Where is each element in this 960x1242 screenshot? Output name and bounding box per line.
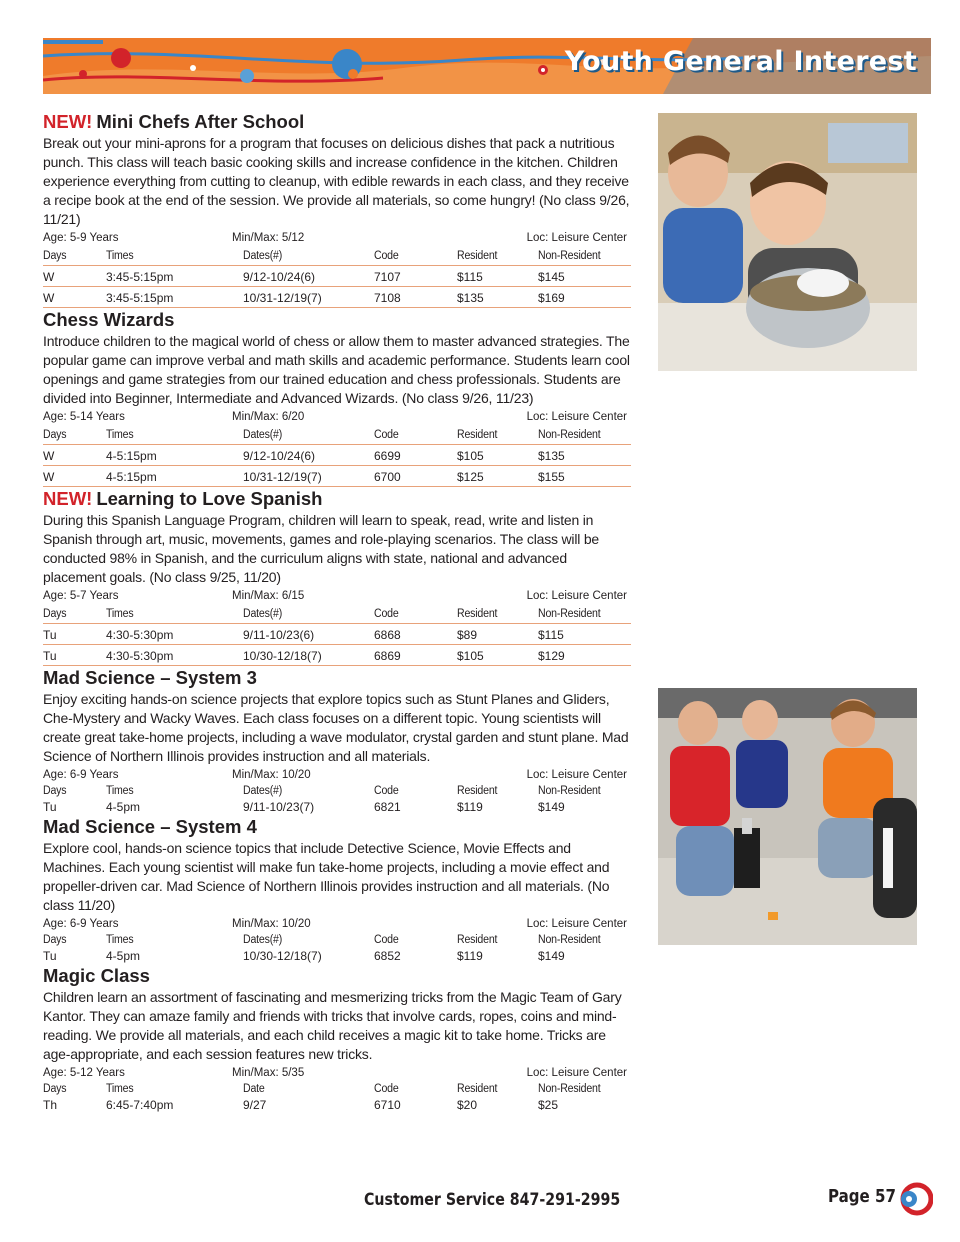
cell-code: 7108 (374, 290, 401, 305)
min-max: Min/Max: 5/12 (232, 232, 305, 244)
cell-times: 4-5pm (106, 949, 141, 963)
new-badge: NEW! (43, 111, 93, 132)
age-range: Age: 5-12 Years (43, 1067, 125, 1079)
cell-days: Tu (43, 949, 57, 963)
cell-times: 4-5:15pm (106, 448, 157, 463)
table-row (43, 466, 631, 487)
min-max: Min/Max: 6/20 (232, 411, 305, 423)
header-code: Code (374, 428, 399, 441)
header-days: Days (43, 607, 67, 620)
table-row (43, 948, 631, 964)
cell-resident: $125 (457, 469, 484, 484)
cell-times: 6:45-7:40pm (106, 1098, 174, 1112)
header-date: Date (243, 1083, 265, 1095)
header-nonresident: Non-Resident (538, 1083, 601, 1095)
cell-dates: 9/11-10/23(6) (243, 627, 315, 642)
program-meta (43, 767, 633, 783)
cell-days: W (43, 469, 55, 484)
header-times: Times (106, 934, 134, 946)
location: Loc: Leisure Center (526, 590, 627, 602)
header-days: Days (43, 249, 67, 262)
program-title-text: Mini Chefs After School (96, 111, 305, 132)
program-title: Chess Wizards (43, 309, 175, 330)
cell-resident: $105 (457, 448, 484, 463)
cell-days: Th (43, 1098, 58, 1112)
schedule-table (43, 783, 631, 815)
cell-nonresident: $135 (538, 448, 565, 463)
program-magic-class (43, 964, 633, 1113)
schedule-table (43, 425, 631, 487)
photo-kids-cooking (658, 113, 917, 371)
header-resident: Resident (457, 785, 498, 797)
age-range: Age: 5-7 Years (43, 590, 119, 602)
program-title-text: Learning to Love Spanish (96, 488, 323, 509)
cell-days: Tu (43, 627, 57, 642)
cell-nonresident: $149 (538, 800, 565, 814)
program-description: Introduce children to the magical world of chess or allow them to master advanced strategies. The popular game can improve verbal and math skills and academic performance. Students learn cool openings and game strategies from our trained education and chess professionals. Students are divided into Beginner, Intermediate and Advanced Wizards. (No class 9/26, 11/23) (43, 333, 630, 406)
program-meta (43, 230, 633, 246)
header-resident: Resident (457, 428, 498, 441)
table-row (43, 287, 631, 308)
cell-nonresident: $155 (538, 469, 565, 484)
cell-times: 4:30-5:30pm (106, 627, 174, 642)
header-times: Times (106, 249, 134, 262)
header-nonresident: Non-Resident (538, 428, 601, 441)
location: Loc: Leisure Center (526, 232, 627, 244)
table-header-row (43, 604, 631, 624)
new-badge: NEW! (43, 488, 93, 509)
cell-dates: 9/27 (243, 1098, 267, 1112)
program-meta (43, 916, 633, 932)
header-times: Times (106, 607, 134, 620)
program-learning-spanish (43, 487, 633, 666)
table-row (43, 624, 631, 645)
page-logo-icon (895, 1181, 933, 1217)
cell-code: 6869 (374, 648, 401, 663)
cell-resident: $20 (457, 1098, 478, 1112)
table-header-row (43, 1081, 631, 1097)
header-nonresident: Non-Resident (538, 934, 601, 946)
header-days: Days (43, 1083, 67, 1095)
location: Loc: Leisure Center (526, 769, 627, 781)
cell-resident: $119 (457, 949, 483, 963)
header-times: Times (106, 1083, 134, 1095)
table-header-row (43, 246, 631, 266)
cell-dates: 10/30-12/18(7) (243, 949, 322, 963)
schedule-table (43, 604, 631, 666)
age-range: Age: 5-9 Years (43, 232, 119, 244)
program-meta (43, 1065, 633, 1081)
min-max: Min/Max: 10/20 (232, 918, 311, 930)
header-code: Code (374, 785, 399, 797)
header-resident: Resident (457, 249, 498, 262)
table-row (43, 799, 631, 815)
table-row (43, 445, 631, 466)
program-meta (43, 588, 633, 604)
table-header-row (43, 783, 631, 799)
header-resident: Resident (457, 1083, 498, 1095)
cell-code: 6852 (374, 949, 401, 963)
age-range: Age: 5-14 Years (43, 411, 125, 423)
cell-days: Tu (43, 800, 57, 814)
cell-nonresident: $129 (538, 648, 565, 663)
location: Loc: Leisure Center (526, 918, 627, 930)
min-max: Min/Max: 5/35 (232, 1067, 305, 1079)
cell-resident: $105 (457, 648, 484, 663)
cell-times: 4:30-5:30pm (106, 648, 174, 663)
min-max: Min/Max: 6/15 (232, 590, 305, 602)
photo-kids-cooking-image (658, 113, 917, 371)
program-listing (43, 110, 633, 1113)
cell-times: 3:45-5:15pm (106, 269, 174, 284)
table-header-row (43, 932, 631, 948)
header-resident: Resident (457, 934, 498, 946)
cell-nonresident: $145 (538, 269, 565, 284)
photo-kids-science (658, 688, 917, 945)
photo-kids-science-image (658, 688, 917, 945)
program-title (43, 110, 633, 134)
header-dates: Dates(#) (243, 607, 283, 620)
program-mini-chefs (43, 110, 633, 308)
header-code: Code (374, 934, 399, 946)
table-row (43, 645, 631, 666)
program-description: During this Spanish Language Program, children will learn to speak, read, write and listen in Spanish through art, music, movements, games and role-playing scenarios. The class will be conducted 98% in Spanish, and the curriculum aligns with state, national and advanced placement goals. (No class 9/25, 11/20) (43, 512, 600, 585)
header-dates: Dates(#) (243, 249, 283, 262)
program-mad-science-4 (43, 815, 633, 964)
header-days: Days (43, 428, 67, 441)
cell-code: 6821 (374, 800, 401, 814)
location: Loc: Leisure Center (526, 411, 627, 423)
cell-resident: $115 (457, 269, 483, 284)
header-resident: Resident (457, 607, 498, 620)
program-description: Children learn an assortment of fascinating and mesmerizing tricks from the Magic Team of Gary Kantor. They can amaze family and friends with tricks that involve cards, ropes, coins and mind-reading. We provide all materials, and each child receives a magic kit to take home. Tricks are age-appropriate, and each session features new tricks. (43, 989, 622, 1062)
cell-code: 6868 (374, 627, 401, 642)
program-title: Mad Science – System 3 (43, 667, 257, 688)
cell-code: 6710 (374, 1098, 401, 1112)
cell-nonresident: $25 (538, 1098, 559, 1112)
program-title: Mad Science – System 4 (43, 816, 257, 837)
cell-dates: 10/31-12/19(7) (243, 469, 322, 484)
cell-code: 7107 (374, 269, 401, 284)
header-times: Times (106, 785, 134, 797)
header-dates: Dates(#) (243, 785, 283, 797)
program-description: Enjoy exciting hands-on science projects that explore topics such as Stunt Planes and Gliders, Che-Mystery and Wacky Waves. Each class focuses on a different topic. Young scientists will create great take-home projects, including a wave modulator, crystal garden and stunt plane. Mad Science of Northern Illinois provides instruction and all materials. (43, 691, 629, 764)
cell-nonresident: $115 (538, 627, 564, 642)
section-banner (43, 38, 931, 94)
schedule-table (43, 1081, 631, 1113)
program-title: Magic Class (43, 965, 150, 986)
header-nonresident: Non-Resident (538, 607, 601, 620)
customer-service-phone: Customer Service 847-291-2995 (364, 1190, 621, 1209)
cell-dates: 9/12-10/24(6) (243, 269, 316, 284)
banner-title: Youth General Interest (564, 46, 917, 77)
header-dates: Dates(#) (243, 428, 283, 441)
cell-days: W (43, 269, 55, 284)
schedule-table (43, 246, 631, 308)
header-dates: Dates(#) (243, 934, 283, 946)
cell-days: W (43, 290, 55, 305)
schedule-table (43, 932, 631, 964)
table-row (43, 266, 631, 287)
cell-code: 6699 (374, 448, 401, 463)
cell-times: 4-5pm (106, 800, 141, 814)
page-number: Page 57 (828, 1187, 896, 1207)
cell-times: 3:45-5:15pm (106, 290, 174, 305)
min-max: Min/Max: 10/20 (232, 769, 311, 781)
cell-resident: $119 (457, 800, 483, 814)
cell-nonresident: $169 (538, 290, 565, 305)
age-range: Age: 6-9 Years (43, 918, 119, 930)
cell-code: 6700 (374, 469, 401, 484)
table-header-row (43, 425, 631, 445)
program-description: Break out your mini-aprons for a program that focuses on delicious dishes that pack a nutritious punch. This class will teach basic cooking skills and increase confidence in the kitchen. Children experience everything from cutting to cleanup, with edible rewards in each class, and they receive a recipe book at the end of the session. We provide all materials, so come hungry! (No class 9/26, 11/21) (43, 135, 630, 227)
program-mad-science-3 (43, 666, 633, 815)
age-range: Age: 6-9 Years (43, 769, 119, 781)
program-chess-wizards (43, 308, 633, 487)
location: Loc: Leisure Center (526, 1067, 627, 1079)
cell-dates: 9/11-10/23(7) (243, 800, 315, 814)
cell-dates: 10/31-12/19(7) (243, 290, 322, 305)
cell-days: Tu (43, 648, 57, 663)
cell-dates: 10/30-12/18(7) (243, 648, 322, 663)
cell-resident: $135 (457, 290, 484, 305)
cell-dates: 9/12-10/24(6) (243, 448, 316, 463)
header-times: Times (106, 428, 134, 441)
header-nonresident: Non-Resident (538, 785, 601, 797)
header-nonresident: Non-Resident (538, 249, 601, 262)
program-meta (43, 409, 633, 425)
header-code: Code (374, 607, 399, 620)
cell-times: 4-5:15pm (106, 469, 157, 484)
program-title (43, 487, 633, 511)
table-row (43, 1097, 631, 1113)
header-code: Code (374, 249, 399, 262)
program-description: Explore cool, hands-on science topics that include Detective Science, Movie Effects and Machines. Each young scientist will make fun take-home projects, including a movie effect and propeller-driven car. Mad Science of Northern Illinois provides instruction and all materials. (No class 11/20) (43, 840, 610, 913)
cell-days: W (43, 448, 55, 463)
header-days: Days (43, 934, 67, 946)
header-code: Code (374, 1083, 399, 1095)
header-days: Days (43, 785, 67, 797)
cell-resident: $89 (457, 627, 478, 642)
cell-nonresident: $149 (538, 949, 565, 963)
